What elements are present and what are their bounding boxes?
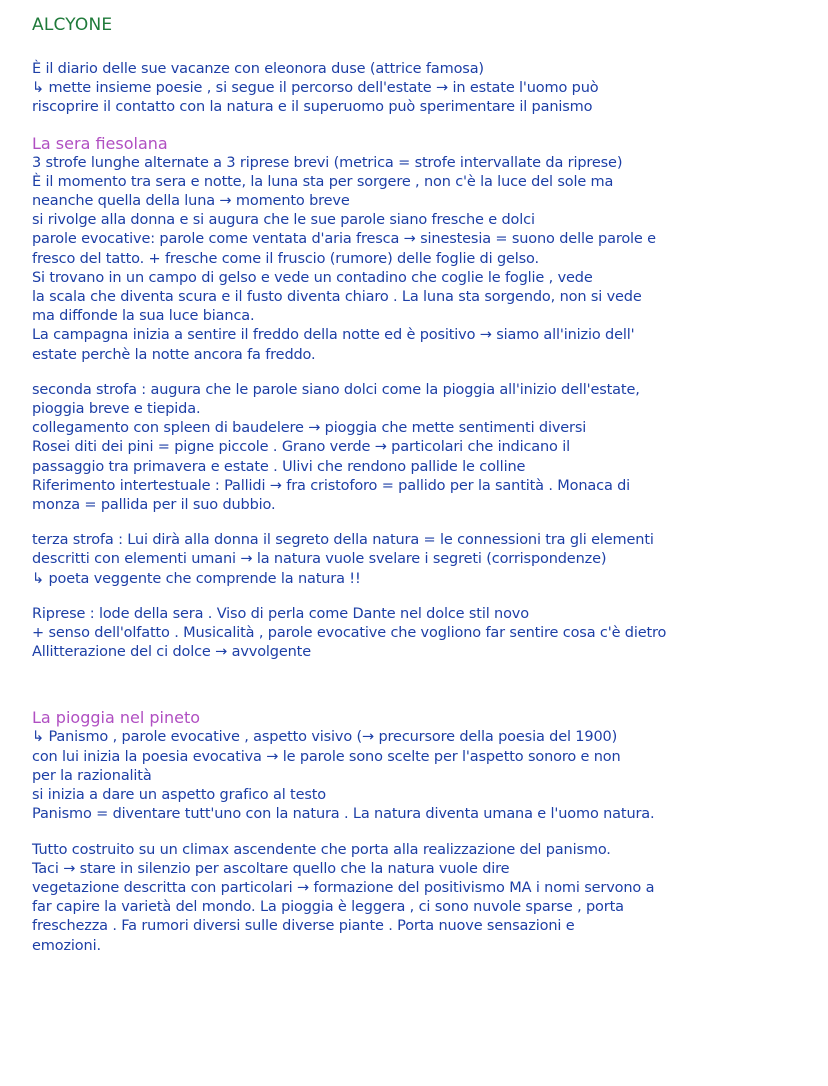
paragraph	[32, 841, 812, 956]
text-line: con lui inizia la poesia evocativa → le parole sono scelte per l'aspetto sonoro e non	[32, 748, 621, 765]
text-line: descritti con elementi umani → la natura vuole svelare i segreti (corrispondenze)	[32, 551, 607, 568]
text-line: È il momento tra sera e notte, la luna sta per sorgere , non c'è la luce del sole ma	[32, 173, 614, 190]
text-line: monza = pallida per il suo dubbio.	[32, 497, 276, 514]
text-line: seconda strofa : augura che le parole siano dolci come la pioggia all'inizio dell'estate,	[32, 381, 640, 398]
intro-paragraph	[32, 60, 812, 118]
text-line: ↳ poeta veggente che comprende la natura !!	[32, 570, 361, 587]
text-line: Allitterazione del ci dolce → avvolgente	[32, 644, 311, 661]
text-line: Taci → stare in silenzio per ascoltare quello che la natura vuole dire	[32, 860, 510, 877]
text-line: passaggio tra primavera e estate . Ulivi che rendono pallide le colline	[32, 458, 526, 475]
paragraph	[32, 605, 812, 663]
text-line: riscoprire il contatto con la natura e il superuomo può sperimentare il panismo	[32, 99, 593, 116]
paragraph	[32, 154, 812, 365]
text-line: vegetazione descritta con particolari → formazione del positivismo MA i nomi servono a	[32, 879, 655, 896]
text-line: si rivolge alla donna e si augura che le sue parole siano fresche e dolci	[32, 212, 535, 229]
paragraph	[32, 381, 812, 515]
text-line: fresco del tatto. + fresche come il fruscio (rumore) delle foglie di gelso.	[32, 250, 539, 267]
page-title: ALCYONE	[32, 15, 113, 35]
text-line: Rosei diti dei pini = pigne piccole . Grano verde → particolari che indicano il	[32, 439, 570, 456]
text-line: freschezza . Fa rumori diversi sulle diverse piante . Porta nuove sensazioni e	[32, 918, 575, 935]
text-line: È il diario delle sue vacanze con eleonora duse (attrice famosa)	[32, 61, 484, 77]
text-line: neanche quella della luna → momento breve	[32, 193, 350, 210]
text-line: Riprese : lode della sera . Viso di perla come Dante nel dolce stil novo	[32, 605, 529, 622]
text-line: emozioni.	[32, 937, 101, 954]
text-line: Si trovano in un campo di gelso e vede un contadino che coglie le foglie , vede	[32, 269, 593, 286]
text-line: + senso dell'olfatto . Musicalità , parole evocative che vogliono far sentire cosa c'è dietro	[32, 625, 667, 642]
text-line: La campagna inizia a sentire il freddo della notte ed è positivo → siamo all'inizio dell'	[32, 327, 635, 344]
text-line: parole evocative: parole come ventata d'aria fresca → sinestesia = suono delle parole e	[32, 231, 656, 248]
text-line: ma diffonde la sua luce bianca.	[32, 308, 255, 325]
text-line: terza strofa : Lui dirà alla donna il segreto della natura = le connessioni tra gli elementi	[32, 532, 654, 549]
text-line: ↳ mette insieme poesie , si segue il percorso dell'estate → in estate l'uomo può	[32, 80, 599, 97]
text-line: la scala che diventa scura e il fusto diventa chiaro . La luna sta sorgendo, non si vede	[32, 289, 642, 306]
text-line: Tutto costruito su un climax ascendente che porta alla realizzazione del panismo.	[32, 841, 611, 858]
text-line: per la razionalità	[32, 767, 152, 784]
section-heading: La pioggia nel pineto	[32, 708, 201, 728]
text-line: far capire la varietà del mondo. La pioggia è leggera , ci sono nuvole sparse , porta	[32, 899, 624, 916]
text-line: ↳ Panismo , parole evocative , aspetto visivo (→ precursore della poesia del 1900)	[32, 729, 618, 746]
paragraph	[32, 728, 812, 824]
paragraph	[32, 531, 812, 589]
section-heading: La sera fiesolana	[32, 133, 168, 153]
text-line: si inizia a dare un aspetto grafico al testo	[32, 787, 327, 804]
text-line: 3 strofe lunghe alternate a 3 riprese brevi (metrica = strofe intervallate da riprese)	[32, 154, 623, 171]
text-line: pioggia breve e tiepida.	[32, 401, 201, 418]
text-line: estate perchè la notte ancora fa freddo.	[32, 346, 316, 363]
text-line: Panismo = diventare tutt'uno con la natura . La natura diventa umana e l'uomo natura.	[32, 806, 655, 823]
text-line: Riferimento intertestuale : Pallidi → fra cristoforo = pallido per la santità . Monaca di	[32, 477, 631, 494]
section-pioggia	[32, 708, 812, 955]
text-line: collegamento con spleen di baudelere → pioggia che mette sentimenti diversi	[32, 420, 587, 437]
section-sera	[32, 134, 812, 663]
